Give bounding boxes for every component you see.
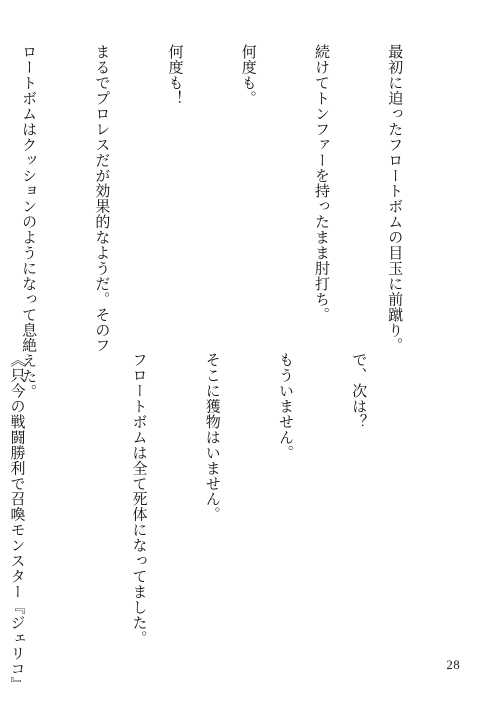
text-line: 何度も！: [166, 44, 185, 106]
text-line: 何度も。: [239, 44, 258, 106]
text-line: で、次は？: [350, 352, 369, 430]
text-line: まるでプロレスだが効果的なようだ。そのフ: [93, 44, 112, 353]
text-line: 《只今の戦闘勝利で召喚モンスター『ジェリコ』: [8, 352, 27, 692]
text-line: 最初に迫ったフロートボムの目玉に前蹴り。: [386, 44, 405, 353]
text-line: フロートボムは全て死体になってました。: [130, 352, 149, 646]
text-line: そこに獲物はいません。: [203, 352, 222, 522]
text-line: ロートボムはクッションのようになって息絶えた。: [20, 44, 39, 400]
text-line: もういません。: [276, 352, 295, 461]
text-line: 続けてトンファーを持ったまま肘打ち。: [312, 44, 331, 323]
text-block-lower: [0, 352, 420, 692]
page-number: 28: [446, 657, 460, 672]
